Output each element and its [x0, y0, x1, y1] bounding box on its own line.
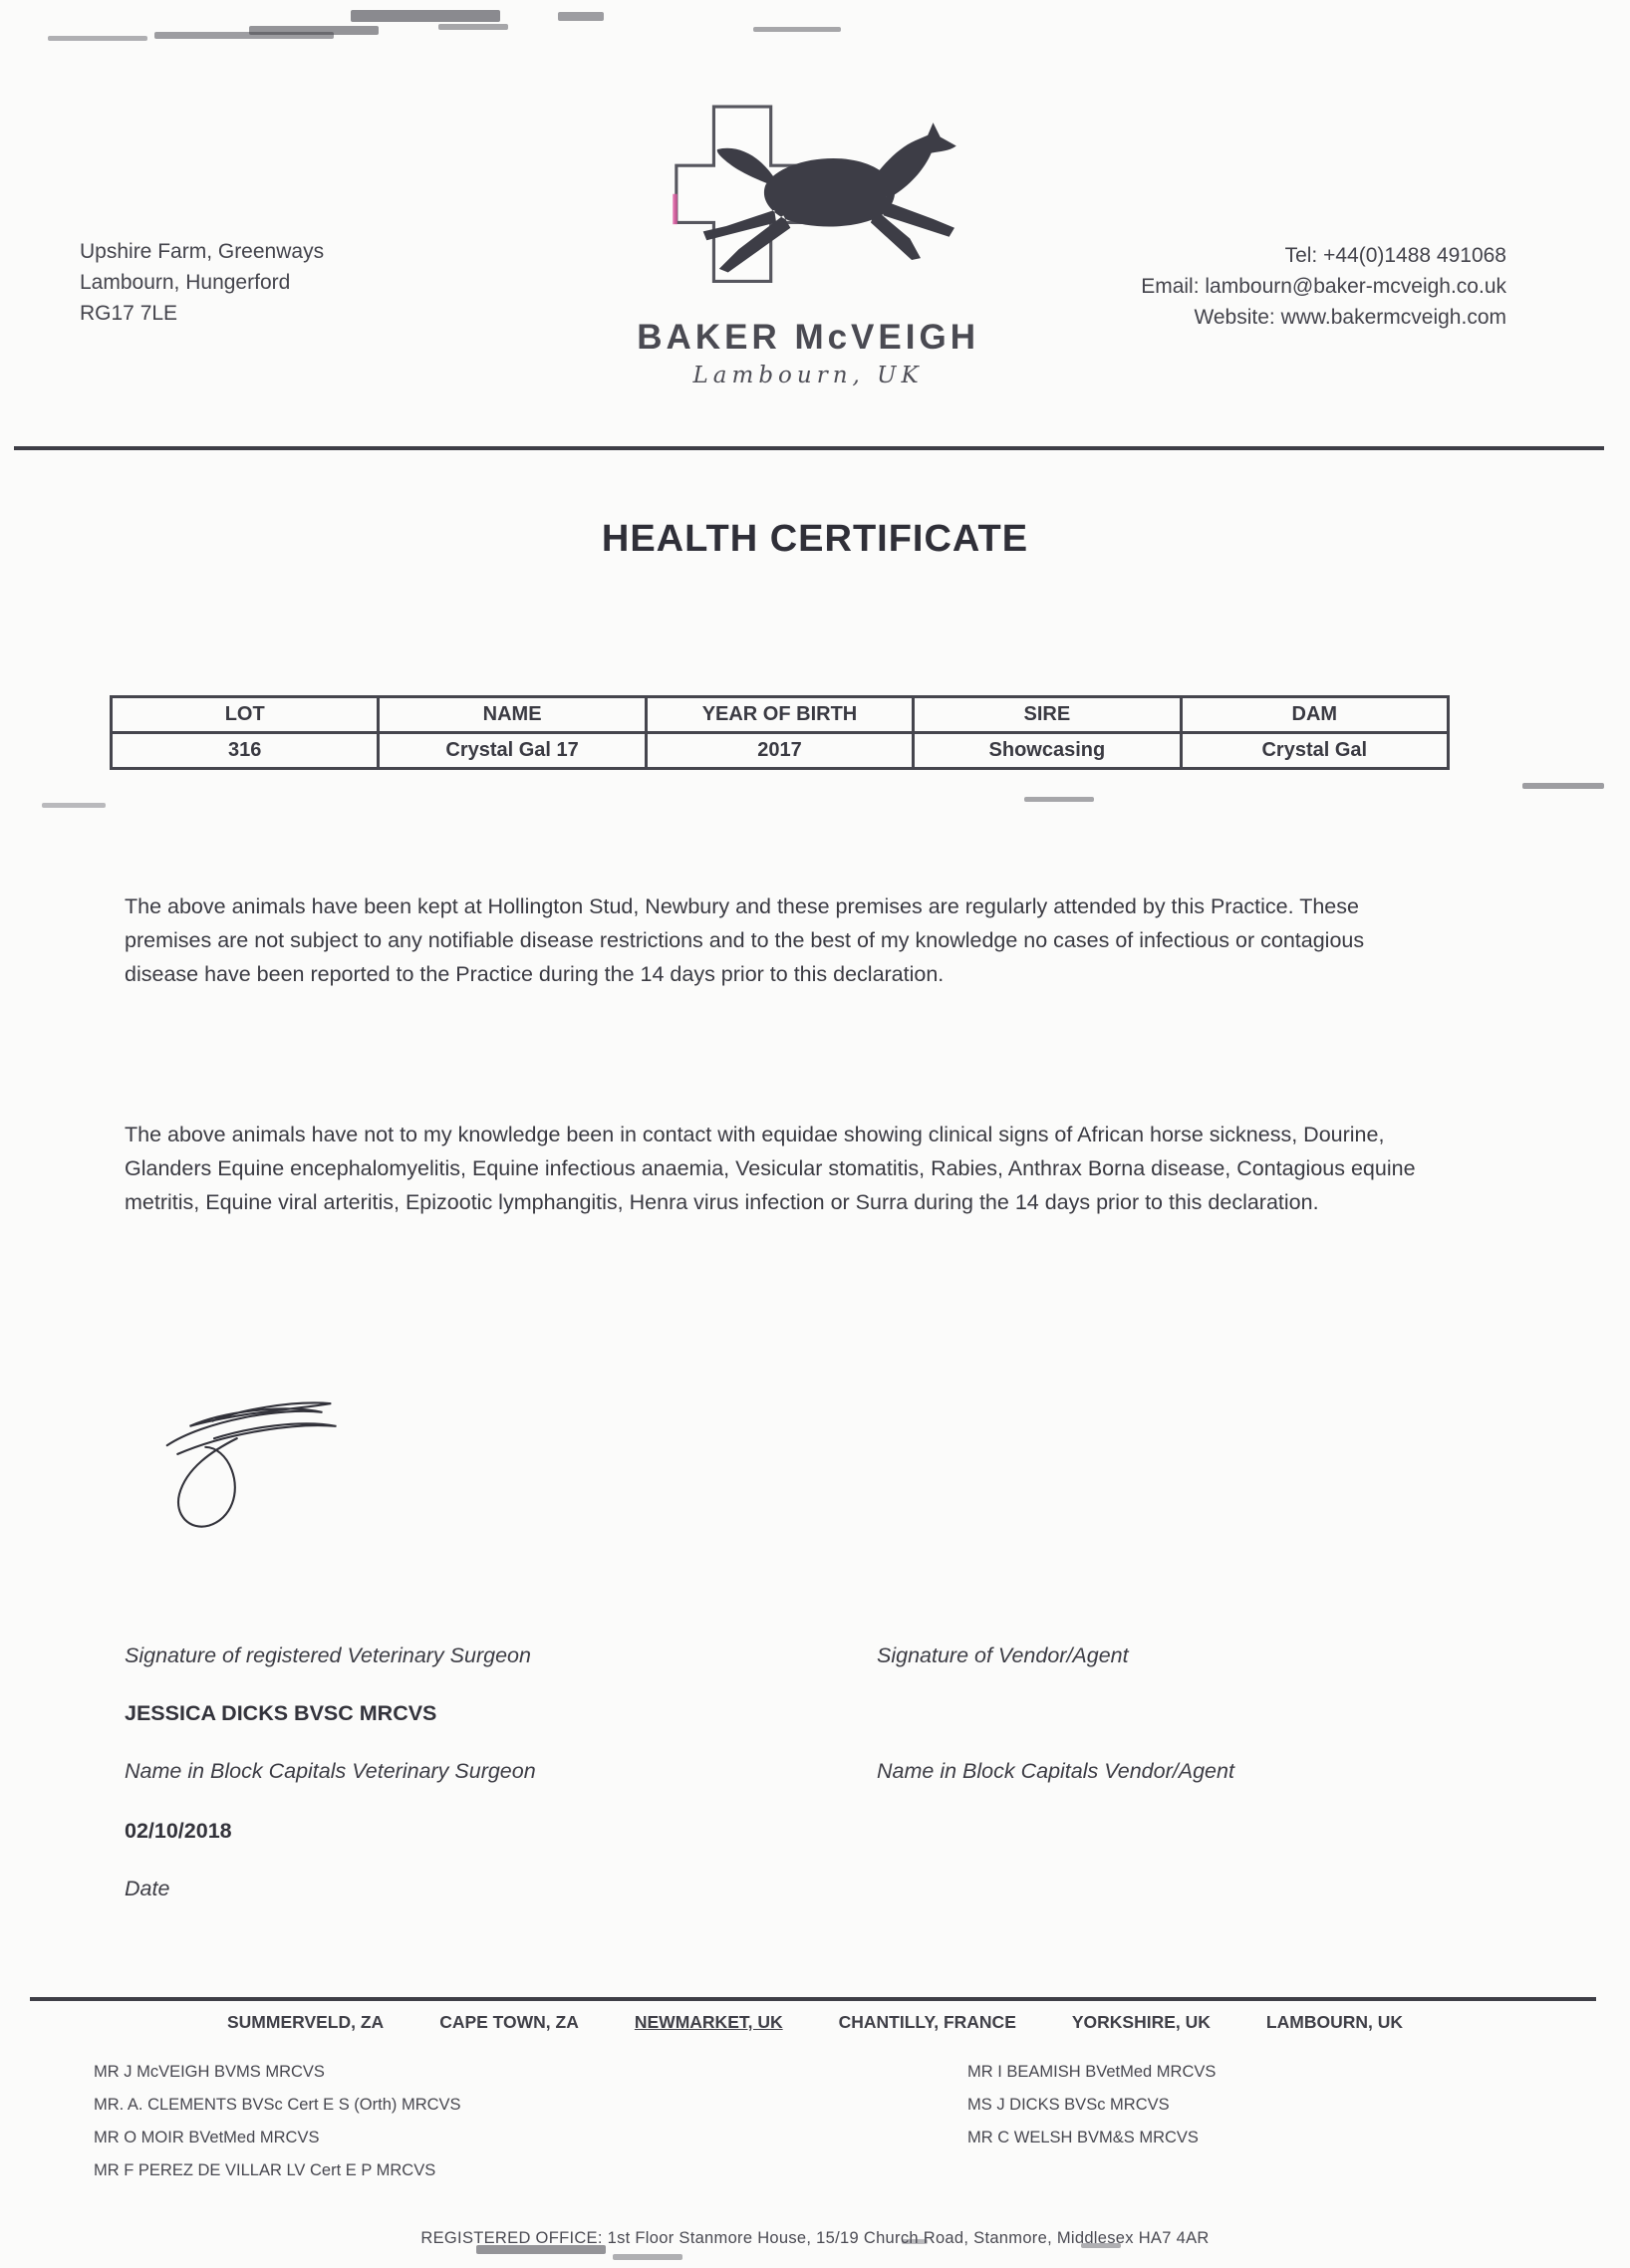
column-header-sire: SIRE: [914, 697, 1181, 733]
location-item: LAMBOURN, UK: [1265, 2012, 1403, 2032]
location-item: YORKSHIRE, UK: [1071, 2012, 1211, 2032]
practice-locations: [60, 2012, 1570, 2033]
scan-artifact: [438, 24, 508, 30]
contact-phone: Tel: +44(0)1488 491068: [1284, 244, 1506, 267]
scan-artifact: [48, 36, 147, 41]
staff-member: MR J McVEIGH BVMS MRCVS: [94, 2063, 325, 2081]
practice-logo: [637, 98, 979, 388]
staff-list-right: [967, 2056, 1216, 2154]
column-header-year-of-birth: YEAR OF BIRTH: [646, 697, 913, 733]
vet-name: JESSICA DICKS BVSC MRCVS: [125, 1701, 437, 1725]
column-header-dam: DAM: [1181, 697, 1448, 733]
staff-member: MR. A. CLEMENTS BVSc Cert E S (Orth) MRCVS: [94, 2096, 461, 2114]
contact-email: Email: lambourn@baker-mcveigh.co.uk: [1141, 275, 1506, 298]
header-divider: [14, 446, 1604, 450]
contact-website: Website: www.bakermcveigh.com: [1194, 306, 1506, 329]
brand-location: Lambourn, UK: [692, 363, 924, 388]
location-item: CHANTILLY, FRANCE: [838, 2012, 1016, 2032]
table-row: [112, 733, 1449, 769]
column-header-lot: LOT: [112, 697, 379, 733]
scan-artifact: [613, 2254, 682, 2260]
scan-artifact: [351, 10, 500, 22]
vendor-signature-label: Signature of Vendor/Agent: [877, 1643, 1129, 1667]
declaration-paragraph-1: The above animals have been kept at Hollington Stud, Newbury and these premises are regularly attended by this Practice. These premises are not subject to any notifiable disease restrictions and to the best of my knowledge no cases of infectious or contagious disease have been reported to the Practice during the 14 days prior to this declaration.: [125, 894, 1365, 986]
date-value: 02/10/2018: [125, 1819, 232, 1843]
address-line: RG17 7LE: [80, 302, 178, 325]
horse-details-table: [110, 695, 1450, 770]
cell-sire: Showcasing: [914, 733, 1181, 769]
horse-and-cross-logo-icon: [639, 98, 977, 312]
staff-list-left: [94, 2056, 461, 2187]
staff-member: MR C WELSH BVM&S MRCVS: [967, 2129, 1199, 2146]
location-item: CAPE TOWN, ZA: [439, 2012, 579, 2032]
address-line: Lambourn, Hungerford: [80, 271, 291, 294]
address-line: Upshire Farm, Greenways: [80, 240, 325, 263]
registered-office: REGISTERED OFFICE: 1st Floor Stanmore House, 15/19 Church Road, Stanmore, Middlesex HA7 4AR: [420, 2229, 1210, 2247]
column-header-name: NAME: [379, 697, 646, 733]
cell-dam: Crystal Gal: [1181, 733, 1448, 769]
scan-artifact: [753, 27, 841, 32]
date-label: Date: [125, 1877, 170, 1900]
declaration-paragraph-2: The above animals have not to my knowledge been in contact with equidae showing clinical signs of African horse sickness, Dourine, Glanders Equine encephalomyelitis, Equine infectious anaemia, Vesicular stomatitis, Rabies, Anthrax Borna disease, Contagious equine metritis, Equine viral arteritis, Epizootic lymphangitis, Henra virus infection or Surra during the 14 days prior to this declaration.: [125, 1123, 1416, 1214]
cell-lot: 316: [112, 733, 379, 769]
location-item: SUMMERVELD, ZA: [227, 2012, 385, 2032]
practice-contact: [1141, 240, 1506, 333]
footer-divider: [30, 1997, 1596, 2001]
vet-block-capitals-label: Name in Block Capitals Veterinary Surgeon: [125, 1759, 536, 1783]
scan-artifact: [249, 26, 379, 35]
scan-artifact: [1024, 797, 1094, 802]
scan-artifact: [558, 12, 604, 21]
pink-scan-mark: [673, 194, 677, 224]
practice-address: [80, 236, 324, 329]
table-header-row: [112, 697, 1449, 733]
staff-member: MS J DICKS BVSc MRCVS: [967, 2096, 1170, 2114]
staff-member: MR O MOIR BVetMed MRCVS: [94, 2129, 320, 2146]
location-item: NEWMARKET, UK: [634, 2012, 783, 2032]
brand-name: BAKER McVEIGH: [637, 318, 979, 357]
page-title: HEALTH CERTIFICATE: [601, 518, 1029, 560]
staff-member: MR I BEAMISH BVetMed MRCVS: [967, 2063, 1217, 2081]
vet-signature-label: Signature of registered Veterinary Surgeon: [125, 1643, 531, 1667]
cell-name: Crystal Gal 17: [379, 733, 646, 769]
scan-artifact: [1522, 783, 1604, 789]
scan-artifact: [42, 803, 106, 808]
cell-year-of-birth: 2017: [646, 733, 913, 769]
vendor-block-capitals-label: Name in Block Capitals Vendor/Agent: [877, 1759, 1234, 1783]
signature-scribble: [151, 1377, 361, 1544]
staff-member: MR F PEREZ DE VILLAR LV Cert E P MRCVS: [94, 2161, 436, 2179]
